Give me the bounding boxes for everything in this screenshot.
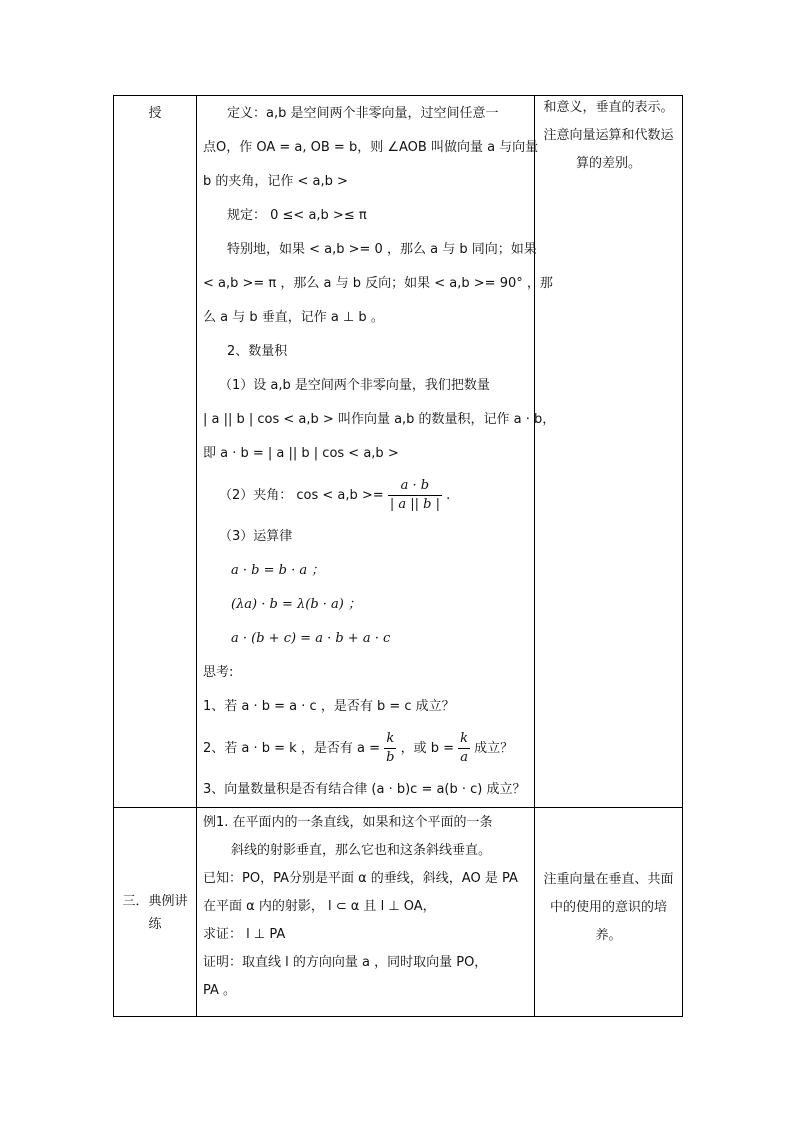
proof-line-1: 证明：取直线 l 的方向向量 a ，同时取向量 PO， (203, 955, 488, 970)
fraction-numerator: a · b (388, 477, 442, 496)
stage-cell (114, 808, 197, 1017)
notes-text: 注重向量在垂直、共面中的使用的意识的培养。 (543, 872, 674, 943)
notes-cell (535, 808, 683, 1017)
definition-line-1: 定义：a,b 是空间两个非零向量，过空间任意一 (227, 106, 499, 121)
content-cell (197, 96, 556, 808)
question-2 (203, 724, 528, 773)
dot-product-line-3: 即 a · b = | a || b | cos < a,b > (203, 446, 399, 461)
definition-line-2: 点O，作 OA = a, OB = b，则 ∠AOB 叫做向量 a 与向量 (203, 140, 539, 155)
law-scalar: (λa) · b = λ(b · a) ； (231, 597, 361, 612)
fraction-numerator: k (458, 730, 470, 749)
table-row (114, 808, 683, 1017)
question-1: 1、若 a · b = a · c ，是否有 b = c 成立？ (203, 699, 455, 714)
special-case-line-1: 特别地，如果 < a,b >= 0 ，那么 a 与 b 同向；如果 (227, 242, 537, 257)
angle-formula-fraction (388, 477, 442, 514)
operation-laws-heading: （3）运算律 (219, 529, 293, 544)
angle-formula-prefix: （2）夹角： cos < a,b >= (219, 488, 384, 503)
section-heading-dot-product: 2、数量积 (227, 344, 288, 359)
rule-line: 规定： 0 ≤< a,b >≤ π (227, 208, 367, 223)
question-2-suffix: 成立？ (474, 741, 514, 756)
question-3: 3、向量数量积是否有结合律 (a · b)c = a(b · c) 成立？ (203, 782, 526, 797)
question-2-fraction-2 (458, 730, 470, 767)
dot-product-line-2: | a || b | cos < a,b > 叫作向量 a,b 的数量积，记作 a · b， (203, 412, 556, 427)
stage-cell (114, 96, 197, 808)
fraction-denominator: a (460, 750, 468, 765)
given-line-2: 在平面 α 内的射影， l ⊂ α 且 l ⊥ OA， (203, 899, 436, 914)
notes-cell (535, 96, 683, 808)
definition-line-3: b 的夹角，记作 < a,b > (203, 174, 348, 189)
law-distributive: a · (b + c) = a · b + a · c (231, 631, 391, 646)
table-row (114, 96, 683, 808)
example-title-line-2: 斜线的射影垂直，那么它也和这条斜线垂直。 (231, 843, 492, 858)
example-title-line-1: 例1. 在平面内的一条直线，如果和这个平面的一条 (203, 815, 493, 830)
special-case-line-2: < a,b >= π ，那么 a 与 b 反向；如果 < a,b >= 90° ，那 (203, 276, 553, 291)
fraction-denominator: | a || b | (389, 497, 440, 512)
lesson-plan-table (113, 95, 683, 1017)
proof-line-2: PA 。 (203, 983, 237, 998)
prove-line: 求证： l ⊥ PA (203, 927, 286, 942)
given-line-1: 已知：PO，PA分别是平面 α 的垂线，斜线，AO 是 PA (203, 871, 518, 886)
fraction-denominator: b (386, 750, 395, 765)
dot-product-line-1: （1）设 a,b 是空间两个非零向量，我们把数量 (219, 378, 490, 393)
fraction-numerator: k (384, 730, 396, 749)
angle-formula-suffix: . (446, 488, 451, 503)
question-2-middle: ，或 b = (400, 741, 454, 756)
content-body (197, 96, 556, 807)
stage-label: 三．典例讲练 (122, 894, 188, 932)
question-2-fraction-1 (384, 730, 396, 767)
example-body (197, 808, 534, 1005)
stage-label: 授 (148, 106, 162, 121)
notes-text: 和意义，垂直的表示。注意向量运算和代数运算的差别。 (543, 100, 674, 171)
angle-formula-line (203, 471, 528, 520)
think-heading: 思考: (203, 665, 234, 680)
content-cell (197, 808, 535, 1017)
special-case-line-3: 么 a 与 b 垂直，记作 a ⊥ b 。 (203, 310, 384, 325)
question-2-prefix: 2、若 a · b = k ，是否有 a = (203, 741, 380, 756)
law-commutative: a · b = b · a ； (231, 563, 325, 578)
